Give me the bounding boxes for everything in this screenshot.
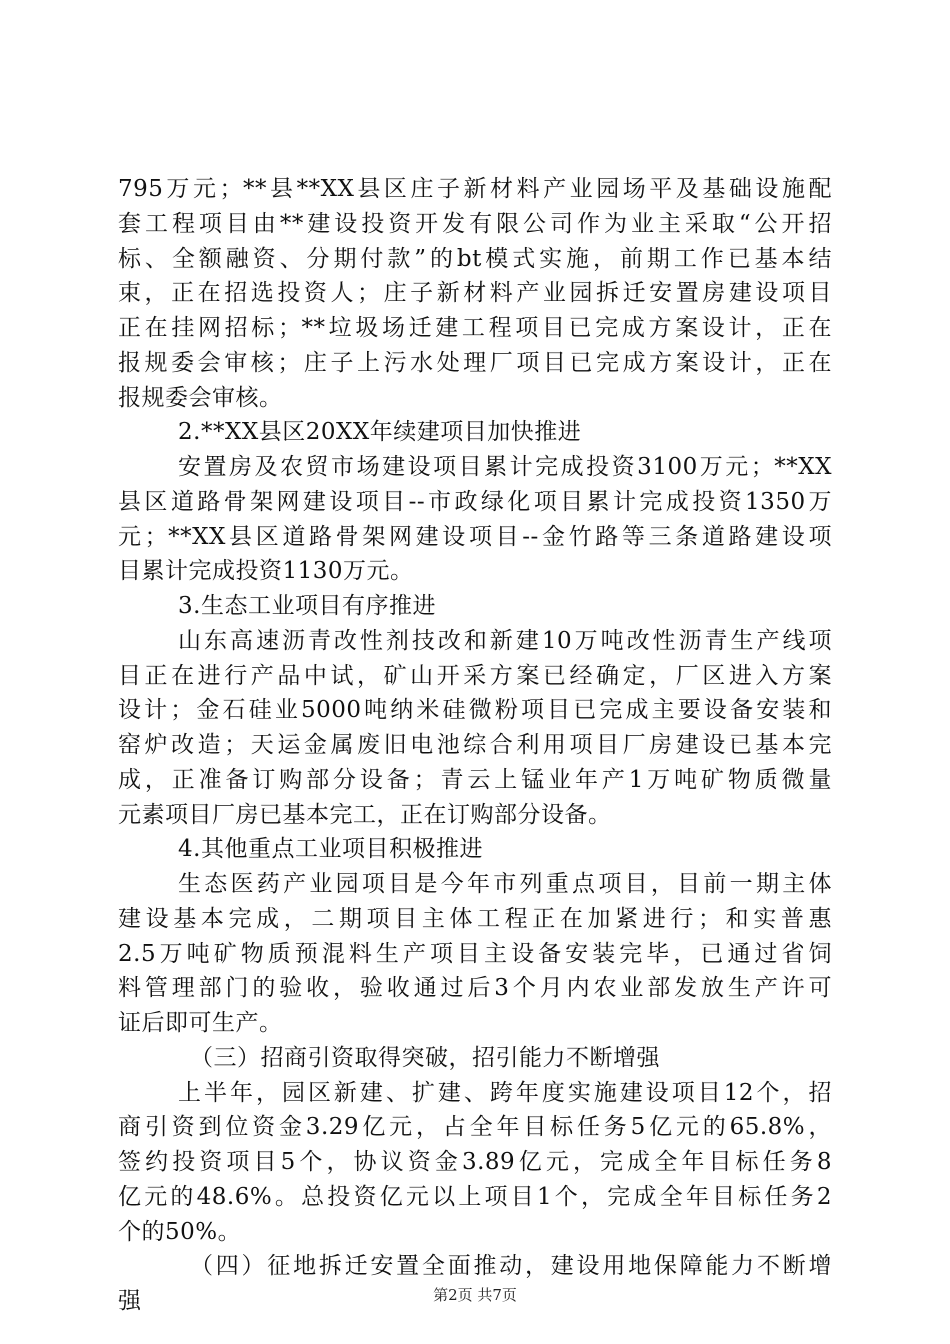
paragraph-line: 设计；金石硅业5000吨纳米硅微粉项目已完成主要设备安装和 (118, 697, 832, 724)
paragraph-line: 山东高速沥青改性剂技改和新建10万吨改性沥青生产线项 (178, 627, 832, 654)
section-heading: （四）征地拆迁安置全面推动，建设用地保障能力不断增 (190, 1253, 832, 1280)
page-number-footer: 第2页 共7页 (433, 1286, 517, 1304)
paragraph-line: 县区道路骨架网建设项目--市政绿化项目累计完成投资1350万 (118, 488, 832, 515)
paragraph-line: 成，正准备订购部分设备；青云上锰业年产1万吨矿物质微量 (118, 766, 832, 793)
paragraph-line: 2.5万吨矿物质预混料生产项目主设备安装完毕，已通过省饲 (118, 940, 832, 967)
paragraph-line: 报规委会审核；庄子上污水处理厂项目已完成方案设计，正在 (118, 349, 832, 376)
paragraph-line: 目累计完成投资1130万元。 (118, 558, 414, 585)
paragraph-line: 生态医药产业园项目是今年市列重点项目，目前一期主体 (178, 871, 832, 897)
document-body (118, 172, 832, 1319)
paragraph-line: 证后即可生产。 (118, 1010, 283, 1036)
section-heading: 3.生态工业项目有序推进 (178, 593, 436, 619)
paragraph-line: 元；**XX县区道路骨架网建设项目--金竹路等三条道路建设项 (118, 523, 832, 550)
section-heading: 4.其他重点工业项目积极推进 (178, 836, 483, 863)
section-heading: 强 (118, 1288, 142, 1314)
section-heading: （三）招商引资取得突破，招引能力不断增强 (190, 1044, 660, 1071)
paragraph-line: 正在挂网招标；**垃圾场迁建工程项目已完成方案设计，正在 (118, 315, 832, 341)
section-heading: 2.**XX县区20XX年续建项目加快推进 (178, 419, 582, 446)
paragraph-line: 窑炉改造；天运金属废旧电池综合利用项目厂房建设已基本完 (118, 732, 832, 758)
paragraph-line: 上半年，园区新建、扩建、跨年度实施建设项目12个，招 (178, 1079, 832, 1106)
paragraph-line: 签约投资项目5个，协议资金3.89亿元，完成全年目标任务8 (118, 1149, 832, 1175)
paragraph-line: 个的50%。 (118, 1218, 242, 1245)
paragraph-line: 商引资到位资金3.29亿元，占全年目标任务5亿元的65.8%， (118, 1114, 832, 1141)
paragraph-line: 报规委会审核。 (118, 384, 283, 411)
paragraph-line: 元素项目厂房已基本完工，正在订购部分设备。 (118, 801, 612, 828)
paragraph-line: 标、全额融资、分期付款”的bt模式实施，前期工作已基本结 (118, 245, 832, 272)
paragraph-line: 目正在进行产品中试，矿山开采方案已经确定，厂区进入方案 (118, 662, 832, 689)
paragraph-line: 束，正在招选投资人；庄子新材料产业园拆迁安置房建设项目 (118, 280, 832, 307)
paragraph-line: 亿元的48.6%。总投资亿元以上项目1个，完成全年目标任务2 (118, 1183, 832, 1210)
paragraph-line: 795万元；**县**XX县区庄子新材料产业园场平及基础设施配 (118, 176, 832, 202)
paragraph-line: 安置房及农贸市场建设项目累计完成投资3100万元；**XX (178, 454, 832, 480)
paragraph-line: 建设基本完成，二期项目主体工程正在加紧进行；和实普惠 (118, 905, 832, 932)
paragraph-line: 料管理部门的验收，验收通过后3个月内农业部发放生产许可 (118, 975, 832, 1002)
paragraph-line: 套工程项目由**建设投资开发有限公司作为业主采取“公开招 (118, 210, 832, 237)
